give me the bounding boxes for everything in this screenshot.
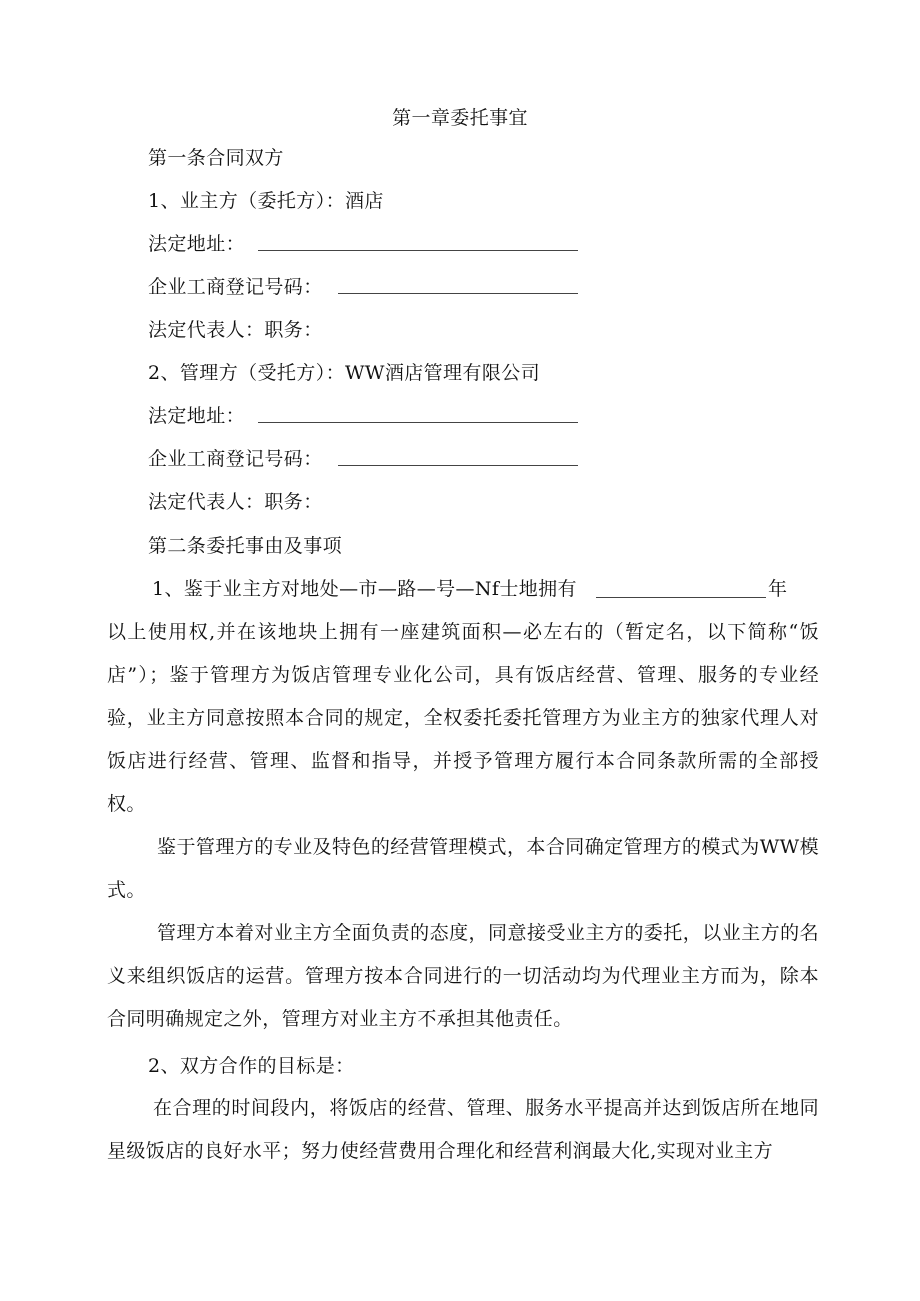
manager-reg-field[interactable] [338,449,578,466]
article1-heading: 第一条合同双方 [148,147,284,169]
item1-first-line [152,577,577,601]
owner-party-line: 1、业主方（委托方）：酒店 [148,190,384,212]
owner-address-label: 法定地址： [148,233,246,255]
owner-rep-line: 法定代表人：职务： [148,319,323,341]
owner-reg-row [148,275,323,299]
manager-party-line: 2、管理方（受托方）：WW酒店管理有限公司 [148,362,541,384]
owner-reg-label: 企业工商登记号码： [148,276,323,298]
para-mode: 鉴于管理方的专业及特色的经营管理模式，本合同确定管理方的模式为WW模式。 [107,836,819,901]
owner-reg-field[interactable] [338,277,578,294]
chapter-title: 第一章委托事宜 [392,107,528,129]
item1-year-field[interactable] [596,581,766,598]
article2-heading: 第二条委托事由及事项 [148,535,343,557]
item1-first-line-text: 1、鉴于业主方对地处—市—路—号—Nf士地拥有 [152,578,577,600]
manager-address-label: 法定地址： [148,405,246,427]
para-attitude: 管理方本着对业主方全面负责的态度，同意接受业主方的委托，以业主方的名义来组织饭店的运营。管理方按本合同进行的一切活动均为代理业主方而为，除本合同明确规定之外，管理方对业主方不承担其他责任。 [107,922,819,1030]
manager-address-row [148,404,245,428]
manager-address-field[interactable] [258,406,578,423]
item2-heading: 2、双方合作的目标是： [148,1055,355,1077]
item2-body: 在合理的时间段内，将饭店的经营、管理、服务水平提高并达到饭店所在地同星级饭店的良好水平；努力使经营费用合理化和经营利润最大化,实现对业主方 [107,1097,819,1162]
item1-year-unit: 年 [768,578,788,600]
manager-reg-row [148,447,323,471]
manager-reg-label: 企业工商登记号码： [148,448,323,470]
owner-address-row [148,232,245,256]
item1-body: 以上使用权,并在该地块上拥有一座建筑面积—必左右的（暂定名，以下简称“饭店”）；鉴于管理方为饭店管理专业化公司，具有饭店经营、管理、服务的专业经验，业主方同意按照本合同的规定，全权委托委托管理方为业主方的独家代理人对饭店进行经营、管理、监督和指导，并授予管理方履行本合同条款所需的全部授权。 [107,621,819,815]
owner-address-field[interactable] [258,234,578,251]
manager-rep-line: 法定代表人：职务： [148,491,323,513]
